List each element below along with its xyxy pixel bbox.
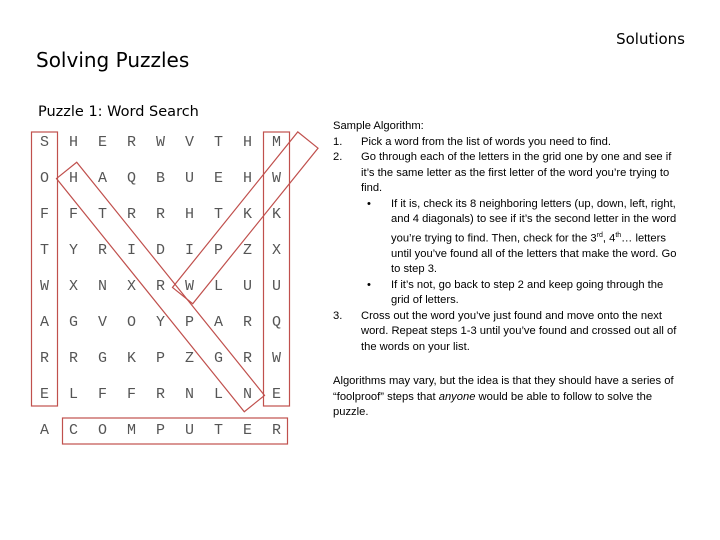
solutions-label: Solutions	[616, 30, 685, 48]
grid-letter: H	[242, 134, 252, 151]
grid-letter: P	[213, 242, 223, 259]
grid-letter: E	[271, 386, 281, 403]
bullet-mark: •	[367, 197, 371, 210]
grid-letter: T	[213, 206, 223, 223]
grid-letter: K	[126, 350, 136, 367]
grid-letter: R	[39, 350, 49, 367]
grid-letter: P	[155, 422, 165, 439]
grid-letter: U	[184, 170, 194, 187]
grid-letter: R	[155, 278, 165, 295]
word-search-grid	[30, 128, 291, 451]
grid-letter: F	[39, 206, 49, 223]
bullet-mark: •	[367, 278, 371, 291]
grid-letter: C	[68, 422, 78, 439]
grid-letter: E	[39, 386, 49, 403]
grid-letter: Q	[126, 170, 136, 187]
grid-letter: G	[68, 314, 78, 331]
step-text: Cross out the word you’ve just found and move onto the next word. Repeat steps 1-3 until you’ve found and crossed out all of the words on your list.	[361, 309, 677, 353]
grid-letter: R	[242, 314, 252, 331]
grid-letter: O	[126, 314, 136, 331]
grid-letter: L	[68, 386, 78, 403]
grid-letter: K	[271, 206, 281, 223]
grid-letter: X	[271, 242, 281, 259]
grid-letter: N	[242, 386, 252, 403]
grid-letter: F	[68, 206, 78, 223]
grid-letter: A	[97, 170, 107, 187]
sample-algorithm	[333, 119, 683, 421]
grid-letter: G	[97, 350, 107, 367]
algorithm-bullet-2	[333, 278, 683, 309]
grid-letter: T	[39, 242, 49, 259]
grid-letter: B	[155, 170, 165, 187]
grid-letter: V	[97, 314, 107, 331]
grid-letter: M	[126, 422, 136, 439]
grid-letter: R	[242, 350, 252, 367]
grid-letter: W	[271, 350, 281, 367]
grid-letter: U	[242, 278, 252, 295]
grid-letter: W	[155, 134, 165, 151]
grid-letter: I	[184, 242, 194, 259]
grid-letter: V	[184, 134, 194, 151]
grid-letter: R	[97, 242, 107, 259]
grid-letter: U	[271, 278, 281, 295]
step-number: 1.	[333, 135, 343, 148]
grid-letter: M	[271, 134, 281, 151]
puzzle-subtitle: Puzzle 1: Word Search	[38, 104, 199, 120]
algorithm-step-2	[333, 150, 683, 197]
grid-letter: L	[213, 278, 223, 295]
step-text: Pick a word from the list of words you need to find.	[361, 135, 611, 148]
grid-letter: W	[271, 170, 281, 187]
algorithm-step-3	[333, 309, 683, 356]
grid-letter: E	[242, 422, 252, 439]
grid-letter: T	[213, 134, 223, 151]
grid-letter: Y	[68, 242, 78, 259]
grid-letter: O	[39, 170, 49, 187]
grid-letter: P	[155, 350, 165, 367]
grid-letter: D	[155, 242, 165, 259]
grid-letter: W	[39, 278, 49, 295]
grid-letter: Y	[155, 314, 165, 331]
grid-letter: H	[184, 206, 194, 223]
grid-letter: Q	[271, 314, 281, 331]
step-text: Go through each of the letters in the grid one by one and see if it’s the same letter as the first letter of the word you’re trying to find.	[361, 151, 672, 194]
step-number: 3.	[333, 309, 343, 322]
grid-letter: Z	[184, 350, 194, 367]
grid-letter: T	[213, 422, 223, 439]
grid-letter: O	[97, 422, 107, 439]
slide-title: Solving Puzzles	[36, 48, 190, 72]
algorithm-closing-note: Algorithms may vary, but the idea is that they should have a series of “foolproof” steps that anyone would be able to follow to solve the puzzle.	[333, 375, 674, 419]
grid-letter: F	[97, 386, 107, 403]
grid-letter: S	[39, 134, 49, 151]
grid-letter: R	[68, 350, 78, 367]
grid-letter: E	[213, 170, 223, 187]
grid-letter: U	[184, 422, 194, 439]
algorithm-bullet-1	[333, 197, 683, 278]
grid-letter: R	[126, 134, 136, 151]
grid-letter: X	[68, 278, 78, 295]
algorithm-step-1	[333, 135, 683, 151]
grid-letter: N	[184, 386, 194, 403]
grid-letter: R	[271, 422, 281, 439]
grid-letter: L	[213, 386, 223, 403]
grid-letter: H	[68, 170, 78, 187]
bullet-text: If it’s not, go back to step 2 and keep going through the grid of letters.	[391, 278, 664, 307]
step-number: 2.	[333, 151, 343, 163]
grid-letter: T	[97, 206, 107, 223]
algorithm-heading: Sample Algorithm:	[333, 120, 424, 132]
grid-letter: H	[242, 170, 252, 187]
grid-letter: A	[39, 422, 49, 439]
bullet-text: If it is, check its 8 neighboring letters (up, down, left, right, and 4 diagonals) to see if it’s the second letter in the word you’re trying to find. Then, check for the 3rd, 4th… letters until you’ve found all of the letters that make the word. Go to step 3.	[391, 197, 677, 276]
grid-letter: R	[155, 206, 165, 223]
grid-letter: R	[126, 206, 136, 223]
grid-letter: H	[68, 134, 78, 151]
grid-letter: A	[39, 314, 49, 331]
grid-letter: R	[155, 386, 165, 403]
grid-letter: K	[242, 206, 252, 223]
grid-letter: A	[213, 314, 223, 331]
grid-letter: F	[126, 386, 136, 403]
grid-letter: I	[126, 242, 136, 259]
grid-letter: G	[213, 350, 223, 367]
grid-letter: E	[97, 134, 107, 151]
grid-letter: P	[184, 314, 194, 331]
grid-letter: Z	[242, 242, 252, 259]
grid-letter: X	[126, 278, 136, 295]
grid-letter: N	[97, 278, 107, 295]
grid-letter: W	[184, 278, 194, 295]
